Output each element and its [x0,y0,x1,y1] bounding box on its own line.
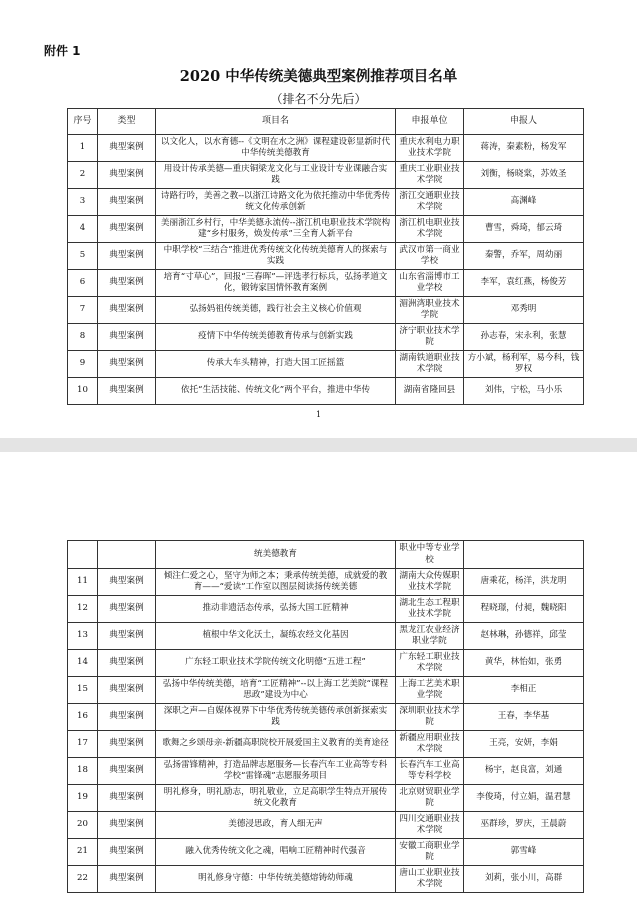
cell-name: 倾注仁爱之心，坚守为师之本；秉承传统美德，成就爱的教育——“爱读”工作室以图层阅读扬传统美德 [156,569,396,596]
cell-unit: 湄洲湾职业技术学院 [396,297,464,324]
cell-no: 22 [68,866,98,893]
table-row [68,839,584,866]
cell-applicant: 孙志春，宋永利，张慧 [464,324,584,351]
page-number: 1 [315,410,322,419]
cell-unit: 职业中等专业学校 [396,541,464,569]
table-row [68,378,584,405]
cell-applicant: 王亮，安妍，李娟 [464,731,584,758]
table-row [68,785,584,812]
cell-no: 20 [68,812,98,839]
cell-unit: 北京财贸职业学院 [396,785,464,812]
cell-no: 5 [68,243,98,270]
cell-type: 典型案例 [98,839,156,866]
cell-no: 21 [68,839,98,866]
table-row [68,677,584,704]
cell-type: 典型案例 [98,270,156,297]
cell-unit: 四川交通职业技术学院 [396,812,464,839]
cell-applicant: 高渊峰 [464,189,584,216]
header-name: 项目名 [156,109,396,135]
document-title: 2020 中华传统美德典型案例推荐项目名单 [179,68,458,85]
table-row [68,216,584,243]
cell-type: 典型案例 [98,351,156,378]
table-row [68,623,584,650]
cell-name: 依托“生活技能、传统文化”两个平台，推进中华传 [156,378,396,405]
cell-type: 典型案例 [98,378,156,405]
cell-type: 典型案例 [98,297,156,324]
cell-type: 典型案例 [98,596,156,623]
table-row [68,596,584,623]
cell-no: 12 [68,596,98,623]
header-type: 类型 [98,109,156,135]
cell-no: 3 [68,189,98,216]
cell-unit: 湖南铁道职业技术学院 [396,351,464,378]
cell-applicant: 李俊琦，付立娟，温君慧 [464,785,584,812]
cell-no: 19 [68,785,98,812]
cell-type: 典型案例 [98,135,156,162]
cell-unit: 上海工艺美术职业学院 [396,677,464,704]
table-row [68,243,584,270]
document-subtitle: （排名不分先后） [270,92,367,106]
cell-type: 典型案例 [98,785,156,812]
cell-applicant: 邓秀明 [464,297,584,324]
cell-name: 推动非遗活态传承，弘扬大国工匠精神 [156,596,396,623]
cell-applicant: 蒋涛，秦素粉，杨发军 [464,135,584,162]
cell-no: 1 [68,135,98,162]
header-no: 序号 [68,109,98,135]
project-table-page-1 [67,108,584,405]
cell-no: 11 [68,569,98,596]
cell-unit: 黑龙江农业经济职业学院 [396,623,464,650]
table-row [68,650,584,677]
cell-unit: 浙江交通职业技术学院 [396,189,464,216]
table-row [68,866,584,893]
cell-unit: 深圳职业技术学院 [396,704,464,731]
cell-type: 典型案例 [98,704,156,731]
table-row [68,731,584,758]
cell-unit: 武汉市第一商业学校 [396,243,464,270]
cell-applicant: 李相正 [464,677,584,704]
cell-applicant: 刘伟，宁松，马小乐 [464,378,584,405]
cell-unit: 广东轻工职业技术学院 [396,650,464,677]
cell-name: 广东轻工职业技术学院传统文化明德“五进工程” [156,650,396,677]
cell-name: 歌舞之乡颂母亲-新疆高职院校开展爱国主义教育的美育途径 [156,731,396,758]
cell-applicant: 郭雪峰 [464,839,584,866]
cell-unit: 重庆工业职业技术学院 [396,162,464,189]
cell-name: 弘扬雷锋精神，打造品牌志愿服务—长春汽车工业高等专科学校“雷锋魂”志愿服务项目 [156,758,396,785]
cell-name: 植根中华文化沃土，凝练农经文化基因 [156,623,396,650]
cell-no: 9 [68,351,98,378]
cell-name: 培育“寸草心”，回报“三春晖”—评选孝行标兵，弘扬孝道文化，锻铸家国情怀教育案例 [156,270,396,297]
table-row [68,324,584,351]
cell-applicant: 方小斌，杨利军，易今科，钱罗权 [464,351,584,378]
table-row [68,704,584,731]
cell-type: 典型案例 [98,324,156,351]
cell-unit: 唐山工业职业技术学院 [396,866,464,893]
table-row [68,270,584,297]
cell-applicant: 赵林琳，孙德祥，邱莹 [464,623,584,650]
cell-type: 典型案例 [98,243,156,270]
cell-no: 14 [68,650,98,677]
cell-name: 统美德教育 [156,541,396,569]
cell-name: 弘扬妈祖传统美德，践行社会主义核心价值观 [156,297,396,324]
cell-applicant: 秦警，乔军，周幼丽 [464,243,584,270]
cell-unit: 长春汽车工业高等专科学校 [396,758,464,785]
header-unit: 申报单位 [396,109,464,135]
cell-no: 16 [68,704,98,731]
cell-name: 美德浸思政，育人细无声 [156,812,396,839]
cell-name: 弘扬中华传统美德，培育“工匠精神”--以上海工艺美院“课程思政”建设为中心 [156,677,396,704]
document-page-1 [0,0,637,438]
cell-no: 2 [68,162,98,189]
cell-name: 传承大车头精神，打造大国工匠摇篮 [156,351,396,378]
cell-type: 典型案例 [98,758,156,785]
cell-no: 13 [68,623,98,650]
attachment-label: 附件 1 [44,44,81,58]
cell-applicant: 刘莉，张小川，高群 [464,866,584,893]
cell-name: 以文化人，以水育德--《文明在水之洲》课程建设彰显新时代中华传统美德教育 [156,135,396,162]
cell-no: 8 [68,324,98,351]
table-row [68,189,584,216]
table-row [68,569,584,596]
cell-applicant [464,541,584,569]
document-page-2 [0,452,637,900]
cell-type: 典型案例 [98,623,156,650]
project-table-page-2 [67,540,584,893]
cell-name: 疫情下中华传统美德教育传承与创新实践 [156,324,396,351]
cell-no: 6 [68,270,98,297]
cell-type: 典型案例 [98,866,156,893]
cell-no: 7 [68,297,98,324]
cell-applicant: 程晓璟，付昶，魏晓阳 [464,596,584,623]
cell-name: 融入优秀传统文化之魂，唱响工匠精神时代强音 [156,839,396,866]
cell-type [98,541,156,569]
cell-type: 典型案例 [98,216,156,243]
table-row [68,162,584,189]
cell-type: 典型案例 [98,650,156,677]
cell-unit: 山东省淄博市工业学校 [396,270,464,297]
cell-no: 17 [68,731,98,758]
cell-unit: 新疆应用职业技术学院 [396,731,464,758]
table-header-row [68,109,584,135]
header-applicant: 申报人 [464,109,584,135]
cell-type: 典型案例 [98,569,156,596]
cell-applicant: 唐乘花，杨洋，洪龙明 [464,569,584,596]
cell-applicant: 杨宇，赵良富，刘通 [464,758,584,785]
cell-name: 中职学校“三结合”推进优秀传统文化传统美德育人的探索与实践 [156,243,396,270]
cell-applicant: 刘衡，杨晓棠，苏效圣 [464,162,584,189]
cell-name: 诗路行吟，美善之教--以浙江诗路文化为依托推动中华优秀传统文化传承创新 [156,189,396,216]
cell-applicant: 曹雪，舜琦，郁云琦 [464,216,584,243]
table-row [68,297,584,324]
cell-type: 典型案例 [98,189,156,216]
table-row-continued [68,541,584,569]
cell-no: 18 [68,758,98,785]
cell-name: 明礼修身，明礼励志，明礼敬业，立足高职学生特点开展传统文化教育 [156,785,396,812]
cell-applicant: 王春，李华基 [464,704,584,731]
table-row [68,135,584,162]
cell-applicant: 巫群珍，罗庆，王晨蔚 [464,812,584,839]
cell-unit: 湖北生态工程职业技术学院 [396,596,464,623]
cell-no: 10 [68,378,98,405]
cell-applicant: 李军，袁红燕，杨俊芳 [464,270,584,297]
cell-type: 典型案例 [98,812,156,839]
cell-name: 深职之声—自媒体视界下中华优秀传统美德传承创新探索实践 [156,704,396,731]
cell-unit: 湖南大众传媒职业技术学院 [396,569,464,596]
table-row [68,351,584,378]
cell-unit: 安徽工商职业学院 [396,839,464,866]
table-row [68,758,584,785]
cell-unit: 湖南省隆回县 [396,378,464,405]
cell-no [68,541,98,569]
cell-name: 美丽浙江乡村行，中华美德永流传--浙江机电职业技术学院构建“乡村服务，焕发传承”三全育人新平台 [156,216,396,243]
cell-unit: 浙江机电职业技术学院 [396,216,464,243]
cell-unit: 重庆水利电力职业技术学院 [396,135,464,162]
cell-unit: 济宁职业技术学院 [396,324,464,351]
cell-name: 明礼修身守德：中华传统美德熔铸幼师魂 [156,866,396,893]
cell-name: 用设计传承美德—重庆铜梁龙文化与工业设计专业课融合实践 [156,162,396,189]
cell-type: 典型案例 [98,162,156,189]
cell-no: 15 [68,677,98,704]
table-row [68,812,584,839]
cell-no: 4 [68,216,98,243]
cell-type: 典型案例 [98,677,156,704]
cell-applicant: 黄华，林怡如，张勇 [464,650,584,677]
cell-type: 典型案例 [98,731,156,758]
